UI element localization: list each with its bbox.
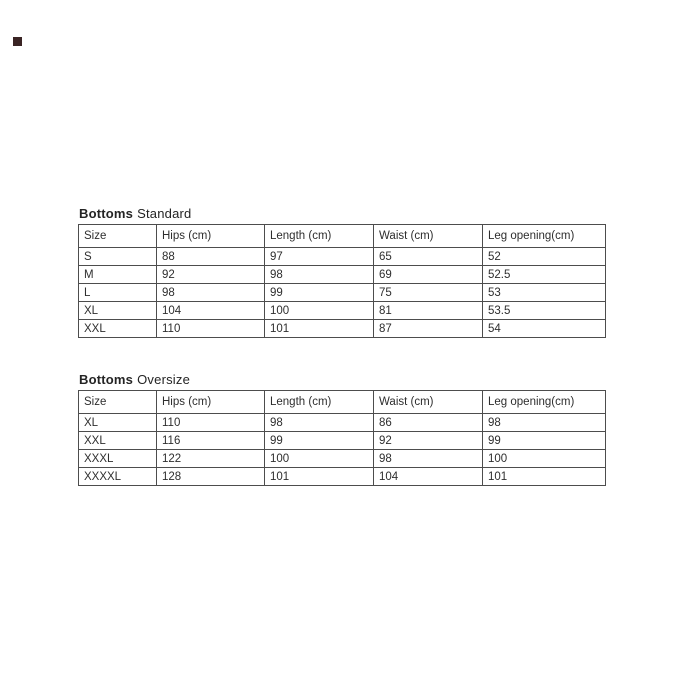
table-cell: 100 [265, 302, 374, 320]
table-title [79, 206, 605, 221]
table-cell: 87 [374, 320, 483, 338]
table-cell: M [79, 266, 157, 284]
table-cell: 52 [483, 248, 606, 266]
table-cell: XXL [79, 432, 157, 450]
table-row [79, 302, 606, 320]
table-cell: XL [79, 302, 157, 320]
table-cell: 88 [157, 248, 265, 266]
table-cell: 104 [157, 302, 265, 320]
table-cell: 65 [374, 248, 483, 266]
table-title-variant: Oversize [137, 372, 191, 387]
table-cell: 99 [265, 432, 374, 450]
table-title [79, 372, 605, 387]
table-cell: S [79, 248, 157, 266]
table-row [79, 450, 606, 468]
table-header-row [79, 225, 606, 248]
corner-mark [13, 37, 22, 46]
table-row [79, 414, 606, 432]
oversize-size-section [78, 372, 605, 486]
table-cell: 97 [265, 248, 374, 266]
table-cell: 92 [374, 432, 483, 450]
table-cell: 116 [157, 432, 265, 450]
table-cell: 53 [483, 284, 606, 302]
table-cell: 81 [374, 302, 483, 320]
column-header: Size [79, 391, 157, 414]
table-title-variant: Standard [137, 206, 192, 221]
column-header: Length (cm) [265, 391, 374, 414]
table-cell: 86 [374, 414, 483, 432]
table-cell: 69 [374, 266, 483, 284]
oversize-size-table [78, 390, 606, 486]
table-row [79, 432, 606, 450]
table-cell: 100 [265, 450, 374, 468]
table-title-category: Bottoms [79, 372, 134, 387]
column-header: Leg opening(cm) [483, 391, 606, 414]
table-cell: 101 [265, 468, 374, 486]
table-cell: 110 [157, 414, 265, 432]
table-title-category: Bottoms [79, 206, 134, 221]
table-cell: 104 [374, 468, 483, 486]
table-cell: XL [79, 414, 157, 432]
table-header-row [79, 391, 606, 414]
column-header: Waist (cm) [374, 225, 483, 248]
table-cell: 54 [483, 320, 606, 338]
table-cell: 99 [483, 432, 606, 450]
column-header: Hips (cm) [157, 225, 265, 248]
standard-size-section [78, 206, 605, 338]
table-cell: XXL [79, 320, 157, 338]
table-cell: 100 [483, 450, 606, 468]
table-cell: 110 [157, 320, 265, 338]
table-cell: XXXXL [79, 468, 157, 486]
table-cell: L [79, 284, 157, 302]
table-cell: 92 [157, 266, 265, 284]
table-row [79, 248, 606, 266]
standard-size-table [78, 224, 606, 338]
table-cell: 122 [157, 450, 265, 468]
table-cell: 52.5 [483, 266, 606, 284]
table-cell: 101 [265, 320, 374, 338]
column-header: Waist (cm) [374, 391, 483, 414]
column-header: Leg opening(cm) [483, 225, 606, 248]
table-cell: 98 [265, 414, 374, 432]
table-cell: 75 [374, 284, 483, 302]
table-cell: 98 [374, 450, 483, 468]
table-row [79, 284, 606, 302]
table-cell: 99 [265, 284, 374, 302]
table-cell: 98 [157, 284, 265, 302]
column-header: Size [79, 225, 157, 248]
table-row [79, 320, 606, 338]
table-cell: 98 [483, 414, 606, 432]
table-cell: 98 [265, 266, 374, 284]
table-row [79, 468, 606, 486]
column-header: Length (cm) [265, 225, 374, 248]
table-cell: XXXL [79, 450, 157, 468]
column-header: Hips (cm) [157, 391, 265, 414]
table-cell: 128 [157, 468, 265, 486]
table-cell: 53.5 [483, 302, 606, 320]
table-row [79, 266, 606, 284]
table-cell: 101 [483, 468, 606, 486]
